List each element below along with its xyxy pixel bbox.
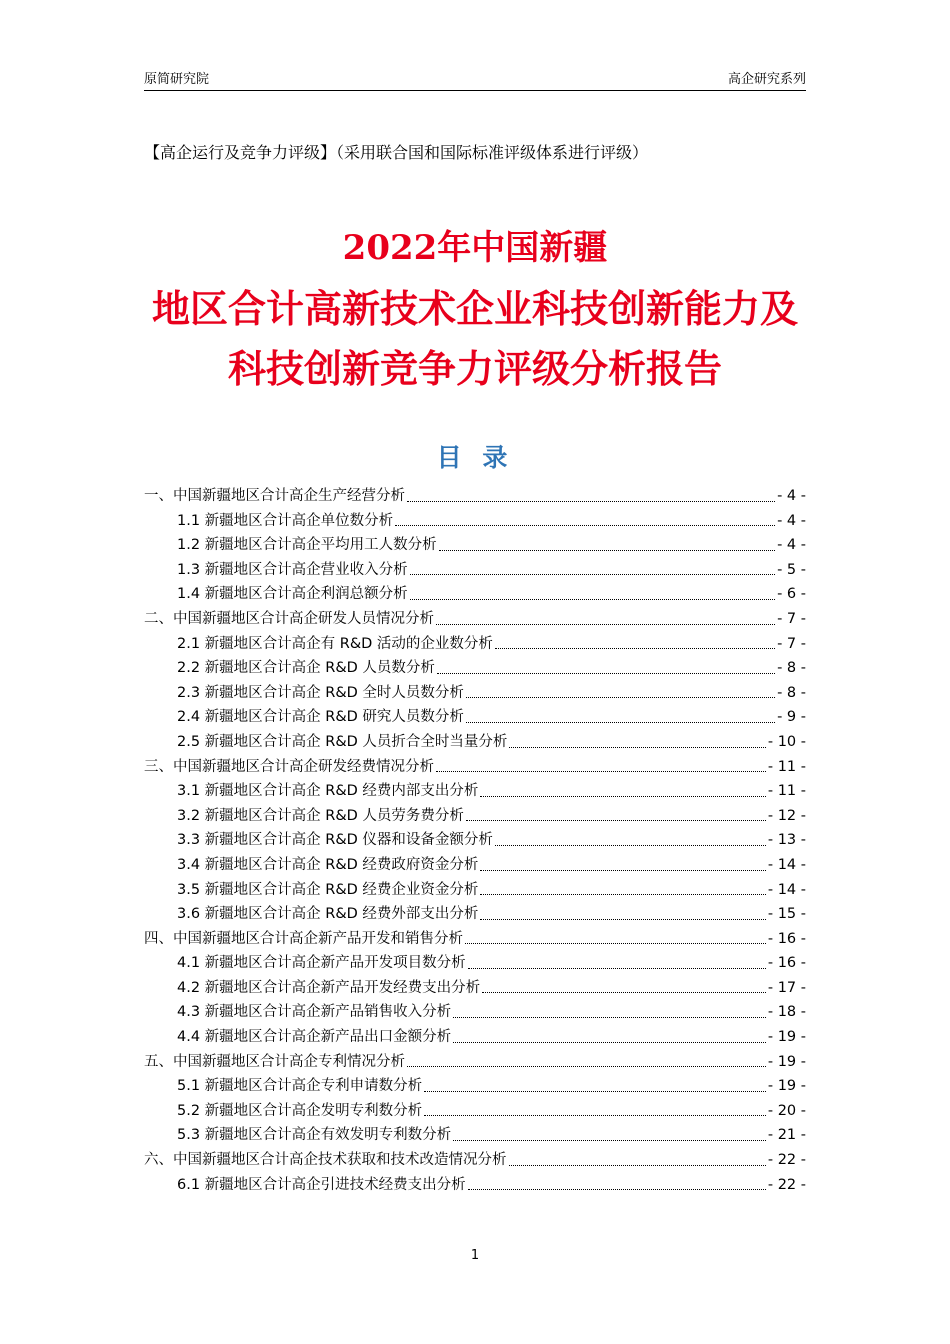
- toc-entry[interactable]: [144, 927, 806, 952]
- toc-entry-page: - 4 -: [777, 537, 806, 554]
- toc-entry-label: 4.4 新疆地区合计高企新产品出口金额分析: [177, 1029, 452, 1046]
- toc-entry[interactable]: [144, 656, 806, 681]
- rating-line: 【高企运行及竞争力评级】（采用联合国和国际标准评级体系进行评级）: [144, 143, 649, 162]
- toc-entry-page: - 11 -: [767, 758, 806, 775]
- toc-entry-label: 5.2 新疆地区合计高企发明专利数分析: [177, 1102, 423, 1119]
- toc-entry[interactable]: [144, 878, 806, 903]
- toc-dot-leader: [453, 1000, 766, 1018]
- table-of-contents: [144, 484, 806, 1197]
- report-title-line-3: 科技创新竞争力评级分析报告: [227, 346, 722, 391]
- toc-entry[interactable]: [144, 533, 806, 558]
- toc-entry-page: - 22 -: [767, 1176, 806, 1193]
- toc-dot-leader: [480, 902, 765, 920]
- toc-entry[interactable]: [144, 632, 806, 657]
- toc-entry-page: - 19 -: [767, 1078, 806, 1095]
- toc-entry[interactable]: [144, 976, 806, 1001]
- toc-entry-page: - 8 -: [777, 660, 806, 677]
- toc-dot-leader: [509, 1148, 766, 1166]
- toc-entry-page: - 18 -: [767, 1004, 806, 1021]
- toc-dot-leader: [407, 1050, 766, 1068]
- toc-entry-label: 2.1 新疆地区合计高企有 R&D 活动的企业数分析: [177, 635, 493, 652]
- toc-dot-leader: [465, 927, 766, 945]
- toc-entry[interactable]: [144, 1099, 806, 1124]
- toc-entry[interactable]: [144, 1074, 806, 1099]
- toc-entry-label: 3.6 新疆地区合计高企 R&D 经费外部支出分析: [177, 906, 479, 923]
- report-title-line-1: 2022年中国新疆: [342, 228, 608, 268]
- toc-dot-leader: [466, 705, 775, 723]
- toc-dot-leader: [424, 1074, 766, 1092]
- toc-entry-page: - 10 -: [767, 733, 806, 750]
- toc-entry-page: - 21 -: [767, 1127, 806, 1144]
- toc-entry[interactable]: [144, 804, 806, 829]
- toc-entry-page: - 16 -: [767, 955, 806, 972]
- toc-entry-label: 3.3 新疆地区合计高企 R&D 仪器和设备金额分析: [177, 832, 493, 849]
- toc-dot-leader: [466, 804, 766, 822]
- toc-entry[interactable]: [144, 755, 806, 780]
- toc-entry-page: - 12 -: [767, 807, 806, 824]
- toc-entry[interactable]: [144, 828, 806, 853]
- toc-entry-label: 三、中国新疆地区合计高企研发经费情况分析: [144, 758, 434, 775]
- toc-dot-leader: [509, 730, 765, 748]
- toc-entry[interactable]: [144, 681, 806, 706]
- toc-heading: 目 录: [436, 443, 514, 472]
- header-org: 原简研究院: [144, 72, 210, 87]
- toc-entry[interactable]: [144, 558, 806, 583]
- toc-entry-label: 2.3 新疆地区合计高企 R&D 全时人员数分析: [177, 684, 464, 701]
- toc-entry[interactable]: [144, 1148, 806, 1173]
- report-title-line-2: 地区合计高新技术企业科技创新能力及: [151, 286, 798, 331]
- toc-entry-label: 4.1 新疆地区合计高企新产品开发项目数分析: [177, 955, 466, 972]
- toc-dot-leader: [437, 656, 775, 674]
- toc-entry[interactable]: [144, 1173, 806, 1198]
- toc-dot-leader: [468, 1173, 766, 1191]
- toc-entry-label: 6.1 新疆地区合计高企引进技术经费支出分析: [177, 1176, 466, 1193]
- toc-dot-leader: [482, 976, 766, 994]
- toc-entry[interactable]: [144, 853, 806, 878]
- toc-entry[interactable]: [144, 1000, 806, 1025]
- toc-entry-label: 1.2 新疆地区合计高企平均用工人数分析: [177, 537, 437, 554]
- toc-entry-page: - 19 -: [767, 1053, 806, 1070]
- toc-dot-leader: [395, 509, 775, 527]
- toc-dot-leader: [436, 607, 775, 625]
- toc-entry-page: - 16 -: [767, 930, 806, 947]
- toc-dot-leader: [480, 779, 765, 797]
- toc-entry[interactable]: [144, 1025, 806, 1050]
- toc-entry-page: - 9 -: [777, 709, 806, 726]
- toc-entry-page: - 20 -: [767, 1102, 806, 1119]
- toc-entry-page: - 4 -: [777, 512, 806, 529]
- toc-entry[interactable]: [144, 1050, 806, 1075]
- toc-entry-label: 4.2 新疆地区合计高企新产品开发经费支出分析: [177, 979, 481, 996]
- toc-entry-label: 2.5 新疆地区合计高企 R&D 人员折合全时当量分析: [177, 733, 508, 750]
- toc-entry[interactable]: [144, 951, 806, 976]
- toc-dot-leader: [495, 828, 766, 846]
- toc-dot-leader: [436, 755, 766, 773]
- toc-entry-page: - 7 -: [777, 610, 806, 627]
- toc-dot-leader: [480, 878, 765, 896]
- header-series: 高企研究系列: [727, 72, 806, 87]
- toc-entry-label: 3.1 新疆地区合计高企 R&D 经费内部支出分析: [177, 783, 479, 800]
- toc-entry-page: - 14 -: [767, 856, 806, 873]
- toc-entry[interactable]: [144, 1123, 806, 1148]
- toc-dot-leader: [468, 951, 766, 969]
- toc-entry[interactable]: [144, 484, 806, 509]
- toc-entry-label: 5.1 新疆地区合计高企专利申请数分析: [177, 1078, 423, 1095]
- toc-entry-page: - 17 -: [767, 979, 806, 996]
- toc-entry-page: - 15 -: [767, 906, 806, 923]
- toc-entry-label: 3.4 新疆地区合计高企 R&D 经费政府资金分析: [177, 856, 479, 873]
- toc-entry-label: 4.3 新疆地区合计高企新产品销售收入分析: [177, 1004, 452, 1021]
- toc-entry[interactable]: [144, 705, 806, 730]
- toc-entry-page: - 11 -: [767, 783, 806, 800]
- toc-dot-leader: [439, 533, 775, 551]
- toc-dot-leader: [453, 1025, 766, 1043]
- toc-entry-label: 3.5 新疆地区合计高企 R&D 经费企业资金分析: [177, 881, 479, 898]
- toc-dot-leader: [410, 582, 775, 600]
- toc-entry-page: - 4 -: [777, 488, 806, 504]
- toc-dot-leader: [466, 681, 775, 699]
- toc-entry-label: 六、中国新疆地区合计高企技术获取和技术改造情况分析: [144, 1152, 507, 1169]
- toc-entry-label: 1.4 新疆地区合计高企利润总额分析: [177, 586, 408, 603]
- toc-entry-label: 2.4 新疆地区合计高企 R&D 研究人员数分析: [177, 709, 464, 726]
- toc-dot-leader: [480, 853, 765, 871]
- toc-entry[interactable]: [144, 779, 806, 804]
- toc-entry[interactable]: [144, 582, 806, 607]
- toc-entry-page: - 14 -: [767, 881, 806, 898]
- toc-entry[interactable]: [144, 902, 806, 927]
- toc-dot-leader: [453, 1123, 766, 1141]
- toc-entry[interactable]: [144, 607, 806, 632]
- toc-entry-label: 四、中国新疆地区合计高企新产品开发和销售分析: [144, 930, 463, 947]
- toc-entry-label: 3.2 新疆地区合计高企 R&D 人员劳务费分析: [177, 807, 464, 824]
- toc-entry-label: 1.3 新疆地区合计高企营业收入分析: [177, 561, 408, 578]
- toc-entry[interactable]: [144, 509, 806, 534]
- toc-entry-label: 1.1 新疆地区合计高企单位数分析: [177, 512, 394, 529]
- toc-dot-leader: [407, 484, 775, 502]
- toc-entry-label: 2.2 新疆地区合计高企 R&D 人员数分析: [177, 660, 435, 677]
- toc-entry-page: - 5 -: [777, 561, 806, 578]
- page-header: [144, 64, 806, 91]
- toc-entry[interactable]: [144, 730, 806, 755]
- toc-entry-page: - 19 -: [767, 1029, 806, 1046]
- page-number: 1: [470, 1248, 480, 1263]
- toc-dot-leader: [424, 1099, 766, 1117]
- toc-entry-page: - 7 -: [777, 635, 806, 652]
- toc-dot-leader: [410, 558, 775, 576]
- toc-entry-label: 一、中国新疆地区合计高企生产经营分析: [144, 488, 405, 504]
- toc-dot-leader: [495, 632, 775, 650]
- toc-entry-page: - 13 -: [767, 832, 806, 849]
- toc-entry-page: - 8 -: [777, 684, 806, 701]
- toc-entry-page: - 22 -: [767, 1152, 806, 1169]
- toc-entry-page: - 6 -: [777, 586, 806, 603]
- toc-entry-label: 5.3 新疆地区合计高企有效发明专利数分析: [177, 1127, 452, 1144]
- toc-entry-label: 二、中国新疆地区合计高企研发人员情况分析: [144, 610, 434, 627]
- toc-entry-label: 五、中国新疆地区合计高企专利情况分析: [144, 1053, 405, 1070]
